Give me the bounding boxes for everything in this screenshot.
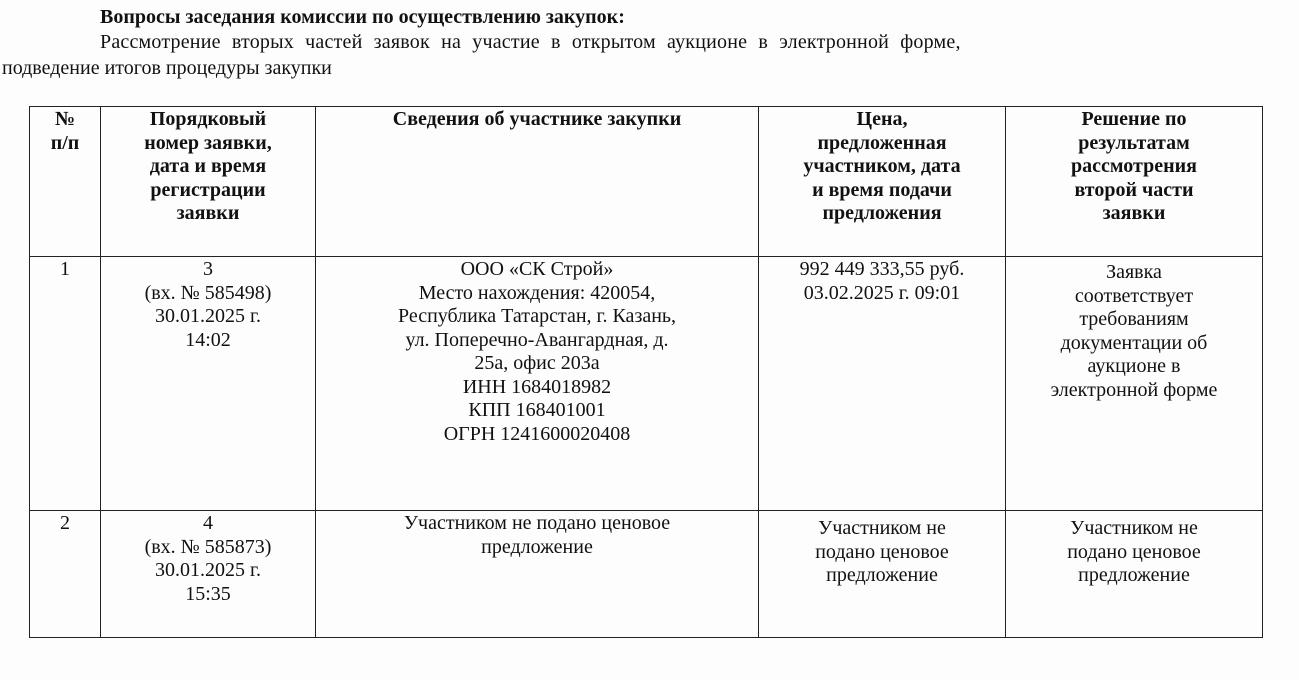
cell-text: КПП 168401001	[468, 399, 606, 421]
table-header-row	[30, 107, 1263, 257]
header-price	[759, 107, 1006, 257]
cell-text: 4	[203, 512, 213, 534]
cell-decision	[1006, 511, 1263, 638]
cell-text: аукционе в	[1087, 355, 1181, 377]
cell-text: документации об	[1060, 331, 1208, 354]
header-text: рассмотрения	[1071, 155, 1197, 177]
cell-num	[30, 257, 101, 511]
cell-text: 15:35	[185, 582, 231, 605]
cell-text: требованиям	[1079, 308, 1189, 330]
header-text: участником, дата	[803, 155, 961, 177]
header-text: второй части	[1074, 178, 1194, 201]
header-text: Порядковый	[149, 108, 267, 130]
cell-text: Участником не подано ценовое	[403, 512, 671, 534]
cell-text: ИНН 1684018982	[462, 375, 612, 398]
cell-text: 3	[203, 258, 213, 280]
cell-text: 992 449 333,55 руб.	[799, 258, 965, 280]
cell-text: предложение	[826, 564, 938, 586]
header-text: номер заявки,	[144, 131, 272, 154]
cell-application	[101, 257, 316, 511]
header-text: Цена,	[856, 108, 908, 130]
header-text: №	[54, 108, 76, 130]
cell-text: предложение	[1078, 564, 1190, 586]
cell-num	[30, 511, 101, 638]
cell-text: предложение	[481, 535, 593, 558]
header-text: п/п	[50, 131, 80, 154]
cell-text: (вх. № 585498)	[144, 281, 272, 304]
header-participant	[316, 107, 759, 257]
cell-text: (вх. № 585873)	[144, 535, 272, 558]
header-application	[101, 107, 316, 257]
section-title: Вопросы заседания комиссии по осуществлению закупок:	[100, 6, 625, 28]
header-text: Сведения об участнике закупки	[392, 108, 682, 130]
cell-text: 25а, офис 203а	[474, 352, 600, 374]
header-text: заявки	[176, 202, 240, 224]
cell-text: 03.02.2025 г. 09:01	[803, 281, 961, 304]
cell-text: Заявка	[1106, 261, 1162, 283]
header-text: результатам	[1078, 131, 1190, 154]
cell-text: ОГРН 1241600020408	[443, 422, 631, 445]
cell-text: электронной форме	[1050, 378, 1218, 401]
header-text: Решение по	[1081, 108, 1187, 130]
cell-text: подано ценовое	[815, 540, 949, 563]
header-num	[30, 107, 101, 257]
header-text: и время подачи	[812, 178, 952, 201]
table-row	[30, 257, 1263, 511]
paragraph-line-2: подведение итогов процедуры закупки	[2, 57, 332, 79]
header-decision	[1006, 107, 1263, 257]
header-text: регистрации	[150, 178, 266, 201]
cell-text: Место нахождения: 420054,	[418, 281, 656, 304]
cell-text: подано ценовое	[1067, 540, 1201, 563]
cell-participant	[316, 511, 759, 638]
cell-text: ул. Поперечно-Авангардная, д.	[405, 328, 669, 351]
header-text: предложения	[822, 202, 942, 224]
cell-text: соответствует	[1074, 284, 1194, 307]
cell-price	[759, 257, 1006, 511]
cell-text: 30.01.2025 г.	[155, 559, 261, 581]
cell-text: 1	[60, 258, 70, 280]
applications-table	[29, 106, 1263, 638]
header-text: дата и время	[149, 155, 267, 177]
cell-text: 2	[60, 512, 70, 534]
cell-text: 30.01.2025 г.	[155, 305, 261, 327]
cell-application	[101, 511, 316, 638]
cell-price	[759, 511, 1006, 638]
paragraph-line-1: Рассмотрение вторых частей заявок на участие в открытом аукционе в электронной форме,	[100, 31, 961, 53]
header-text: заявки	[1102, 202, 1166, 224]
table-row	[30, 511, 1263, 638]
cell-text: Участником не	[1070, 517, 1198, 539]
cell-text: Республика Татарстан, г. Казань,	[397, 305, 677, 327]
cell-text: Участником не	[818, 517, 946, 539]
cell-decision	[1006, 257, 1263, 511]
cell-text: 14:02	[185, 328, 231, 351]
cell-text: ООО «СК Строй»	[460, 258, 614, 280]
header-text: предложенная	[817, 131, 947, 154]
cell-participant	[316, 257, 759, 511]
